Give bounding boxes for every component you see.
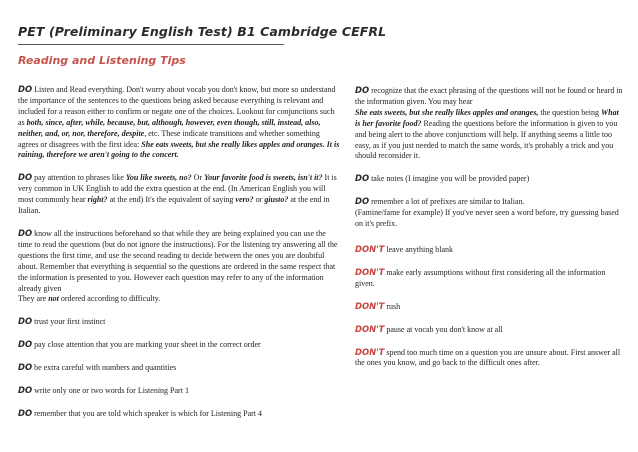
tip-do-listening-part4 xyxy=(18,408,340,420)
tip-text: pause at vocab you don't know at all xyxy=(384,324,503,334)
example-sentence: She eats sweets, but she really likes apples and oranges. It is raining, therefore we aren't going to the concert. xyxy=(18,139,340,160)
dont-label: DON'T xyxy=(355,243,385,254)
do-label: DO xyxy=(18,172,33,183)
tip-dont-pause xyxy=(355,324,623,336)
dont-label: DON'T xyxy=(355,346,385,357)
tip-do-phrasing xyxy=(355,85,623,162)
do-label: DO xyxy=(18,385,33,396)
tip-text: write only one or two words for Listening Part 1 xyxy=(32,386,189,396)
do-label: DO xyxy=(18,362,33,373)
left-column xyxy=(18,84,340,431)
emphasis-not: not xyxy=(48,294,59,304)
tip-do-marking xyxy=(18,339,340,351)
do-label: DO xyxy=(18,316,33,327)
example-phrase: giusto? xyxy=(264,195,289,205)
tip-text: be extra careful with numbers and quantities xyxy=(32,363,177,373)
example-phrase: right? xyxy=(87,195,108,205)
tip-text: trust your first instinct xyxy=(32,317,106,327)
tip-text: at the end) It's the equivalent of saying xyxy=(107,195,236,205)
tip-do-listen-read xyxy=(18,84,340,161)
tip-text: It is very common in UK English to add the extra question at the end. (In American English you will most commonly hear xyxy=(18,173,337,205)
example-phrase: vero? xyxy=(235,195,254,205)
tip-text: the question being xyxy=(538,107,601,117)
tip-text: pay attention to phrases like xyxy=(32,173,126,183)
tip-do-phrases xyxy=(18,172,340,217)
section-heading: Reading and Listening Tips xyxy=(18,54,186,67)
do-label: DO xyxy=(18,339,33,350)
tip-text: know all the instructions beforehand so that while they are being explained you can use the time to read the questions (but do not ignore the instructions). For the listening try answering all the questions the first time, and use the second reading to decide between the ones you are doubtful about. Remember that everything is sequential so the questions are ordered in the same respect that the information is presented to you. However each question may refer to any of the information already given xyxy=(18,228,338,293)
example-phrase: Your favorite food is sweets, isn't it? xyxy=(204,173,323,183)
tip-text: remember that you are told which speaker is which for Listening Part 4 xyxy=(32,408,263,418)
tip-text: or xyxy=(253,195,265,205)
tip-text: ordered according to difficulty. xyxy=(58,294,161,304)
tip-text: take notes (I imagine you will be provided paper) xyxy=(369,174,530,184)
example-question: What is her favorite food? xyxy=(355,107,619,128)
tip-text: pay close attention that you are marking your sheet in the correct order xyxy=(32,340,261,350)
tip-do-prefixes xyxy=(355,196,623,230)
tip-do-listening-part1 xyxy=(18,385,340,397)
do-label: DO xyxy=(355,196,370,207)
tip-do-instinct xyxy=(18,316,340,328)
page-title: PET (Preliminary English Test) B1 Cambridge CEFRL xyxy=(18,24,387,39)
tip-dont-rush xyxy=(355,301,623,313)
do-label: DO xyxy=(355,85,370,95)
tip-text: remember a lot of prefixes are similar to Italian. xyxy=(369,197,525,207)
do-label: DO xyxy=(18,227,33,238)
tip-text: rush xyxy=(384,301,401,311)
tip-do-instructions xyxy=(18,228,340,305)
title-underline xyxy=(18,44,284,45)
tip-do-notes xyxy=(355,173,623,185)
tip-text: leave anything blank xyxy=(384,244,454,254)
tip-dont-assumptions xyxy=(355,267,623,290)
tip-text: , etc. These indicate transitions and whether something agrees or disagrees with the first idea: xyxy=(18,128,320,149)
dont-label: DON'T xyxy=(355,300,385,311)
dont-label: DON'T xyxy=(355,323,385,334)
tip-text: Reading the questions before the information is given to you and being alert to the above conjunctions will help. If anything seems a little too easy, as if you just needed to match the same words, it's probably a trick and you should reconsider it. xyxy=(355,118,618,161)
tip-text: (Famine/fame for example) If you've never seen a word before, try guessing based on it's prefix. xyxy=(355,208,619,229)
conjunction-list: both, since, after, while, because, but, although, however, even though, still, instead, also, neither, and, or, nor, therefore, despite xyxy=(18,117,321,138)
example-phrase: You like sweets, no? xyxy=(125,173,192,183)
tip-dont-time xyxy=(355,347,623,370)
tip-text: Listen and Read everything. Don't worry about vocab you don't know, but more so understand the importance of the sentences to the questions being asked because everything is relevant and included for a reason either to confirm or negate one of the choices. Lookout for conjunctions such as xyxy=(18,85,336,127)
tip-text: recognize that the exact phrasing of the questions will not be found or heard in the information given. You may hear xyxy=(355,86,623,106)
do-label: DO xyxy=(18,84,33,94)
tip-text: They are xyxy=(18,294,49,304)
example-sentence: She eats sweets, but she really likes apples and oranges, xyxy=(355,107,539,117)
tip-text: spend too much time on a question you are unsure about. First answer all the ones you know, and go back to the difficult ones after. xyxy=(355,347,621,368)
do-label: DO xyxy=(18,407,33,418)
do-label: DO xyxy=(355,173,370,184)
tip-text: at the end in Italian. xyxy=(18,195,330,216)
tip-text: Or xyxy=(191,173,205,183)
dont-label: DON'T xyxy=(355,266,385,277)
tip-do-numbers xyxy=(18,362,340,374)
tip-text: make early assumptions without first considering all the information given. xyxy=(355,267,606,288)
tip-dont-blank xyxy=(355,244,623,256)
right-column xyxy=(355,85,623,380)
